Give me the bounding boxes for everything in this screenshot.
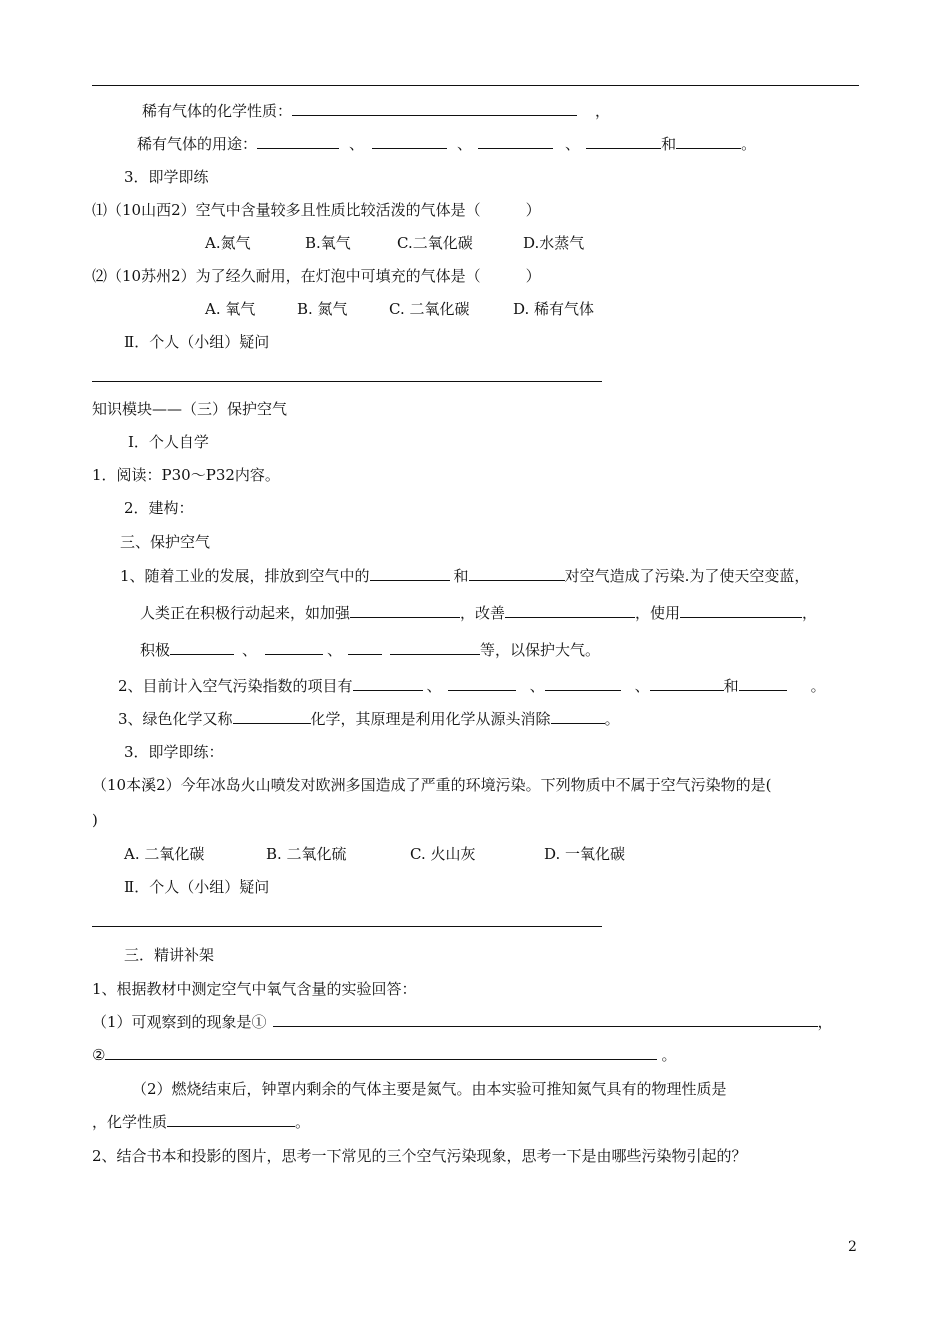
and-word: 和 [661,135,677,153]
text: 化学，其原理是利用化学从源头消除 [310,710,551,728]
answer-blank[interactable] [233,709,311,724]
separator: 、 [634,677,650,695]
separator: 、 [327,641,343,659]
option[interactable]: B. 二氧化硫 [266,845,347,863]
build-line: 2．建构： [124,499,194,517]
separator: 、 [426,677,442,695]
divider-rule [92,926,602,927]
punct: 。 [661,1046,677,1064]
answer-blank[interactable] [545,676,621,691]
rare-gas-use-line [137,134,756,154]
question-benxi-options [124,844,625,864]
question-1: ⑴（10山西2）空气中含量较多且性质比较活泼的气体是（ ） [92,201,541,219]
text: 人类正在积极行动起来，如加强 [140,604,351,622]
punct: 。 [810,677,826,695]
option[interactable]: D. 一氧化碳 [544,845,626,863]
answer-blank[interactable] [105,1045,657,1060]
option[interactable]: C.二氧化碳 [397,234,473,252]
question-2: ⑵（10苏州2）为了经久耐用，在灯泡中可填充的气体是（ ） [92,267,541,285]
answer-blank[interactable] [292,101,577,116]
text: 3、绿色化学又称 [118,710,233,728]
text: ② [92,1046,106,1064]
answer-blank[interactable] [551,709,605,724]
text: 对空气造成了污染.为了使天空变蓝， [564,567,810,585]
answer-blank[interactable] [469,566,565,581]
text: ，化学性质 [92,1113,168,1131]
answer-blank[interactable] [348,640,382,655]
item-1-line-2 [140,603,817,623]
lecture-q1-3: （2）燃烧结束后，钟罩内剩余的气体主要是氮气。由本实验可推知氮气具有的物理性质是 [132,1080,727,1098]
self-study-heading: Ⅰ．个人自学 [128,433,209,451]
answer-blank[interactable] [372,134,447,149]
question-2-options [205,299,594,319]
item-1-line-1 [120,566,809,586]
page-number: 2 [848,1239,857,1255]
text: 积极 [140,641,171,659]
text: 等，以保护大气。 [480,641,601,659]
section-title: 三、保护空气 [120,533,211,551]
answer-blank[interactable] [350,603,460,618]
punct: ， [817,1013,833,1031]
answer-blank[interactable] [257,134,339,149]
answer-blank[interactable] [448,676,516,691]
text: ， [802,604,818,622]
punct: 。 [295,1113,311,1131]
option[interactable]: A.氮气 [205,234,251,252]
answer-blank[interactable] [478,134,553,149]
item-2-line [118,676,826,696]
text: 2、目前计入空气污染指数的项目有 [118,677,353,695]
read-line: 1．阅读：P30～P32内容。 [92,466,280,484]
answer-blank[interactable] [505,603,635,618]
lecture-heading: 三．精讲补架 [124,946,215,964]
punct: 。 [741,135,757,153]
answer-blank[interactable] [265,640,323,655]
text: ，使用 [635,604,681,622]
rare-gas-chem-line [142,101,610,121]
and-word: 和 [453,567,469,585]
question-close: ) [92,811,98,829]
option[interactable]: D.水蒸气 [523,234,585,252]
option[interactable]: C. 火山灰 [410,845,476,863]
answer-blank[interactable] [273,1012,818,1027]
option[interactable]: A. 氧气 [205,300,256,318]
separator: 、 [242,641,258,659]
text: ，改善 [460,604,506,622]
option[interactable]: B.氧气 [305,234,351,252]
separator: 、 [565,135,581,153]
lecture-q1: 1、根据教材中测定空气中氧气含量的实验回答： [92,980,417,998]
rare-gas-chem-label: 稀有气体的化学性质： [142,102,293,120]
answer-blank[interactable] [739,676,787,691]
punct: 。 [604,710,620,728]
punct: ， [595,102,611,120]
lecture-q2: 2、结合书本和投影的图片，思考一下常见的三个空气污染现象，思考一下是由哪些污染物引起的？ [92,1147,747,1165]
text: 1、随着工业的发展，排放到空气中的 [120,567,370,585]
answer-blank[interactable] [680,603,802,618]
answer-blank[interactable] [390,640,480,655]
separator: 、 [457,135,473,153]
lecture-q1-1 [92,1012,833,1032]
question-benxi: （10本溪2）今年冰岛火山喷发对欧洲多国造成了严重的环境污染。下列物质中不属于空气污染物的是( [92,776,772,794]
item-3-line [118,709,620,729]
answer-blank[interactable] [650,676,724,691]
option[interactable]: B. 氮气 [297,300,348,318]
answer-blank[interactable] [370,566,450,581]
practice-heading: 3．即学即练 [124,168,209,186]
rare-gas-use-label: 稀有气体的用途： [137,135,258,153]
answer-blank[interactable] [167,1112,295,1127]
lecture-q1-2 [92,1045,676,1065]
item-1-line-3 [140,640,600,660]
and-word: 和 [723,677,739,695]
option[interactable]: C. 二氧化碳 [389,300,470,318]
lecture-q1-3b [92,1112,310,1132]
option[interactable]: D. 稀有气体 [513,300,595,318]
top-rule [92,85,859,86]
practice-heading: 3．即学即练： [124,743,224,761]
text: （1）可观察到的现象是① [92,1013,267,1031]
questions-heading: Ⅱ．个人（小组）疑问 [124,333,270,351]
separator: 、 [349,135,365,153]
separator: 、 [529,677,545,695]
divider-rule [92,381,602,382]
answer-blank[interactable] [586,134,661,149]
option[interactable]: A. 二氧化碳 [124,845,205,863]
module-title: 知识模块——（三）保护空气 [92,400,288,418]
answer-blank[interactable] [170,640,234,655]
questions-heading: Ⅱ．个人（小组）疑问 [124,878,270,896]
answer-blank[interactable] [676,134,741,149]
question-1-options [205,233,584,253]
answer-blank[interactable] [353,676,423,691]
